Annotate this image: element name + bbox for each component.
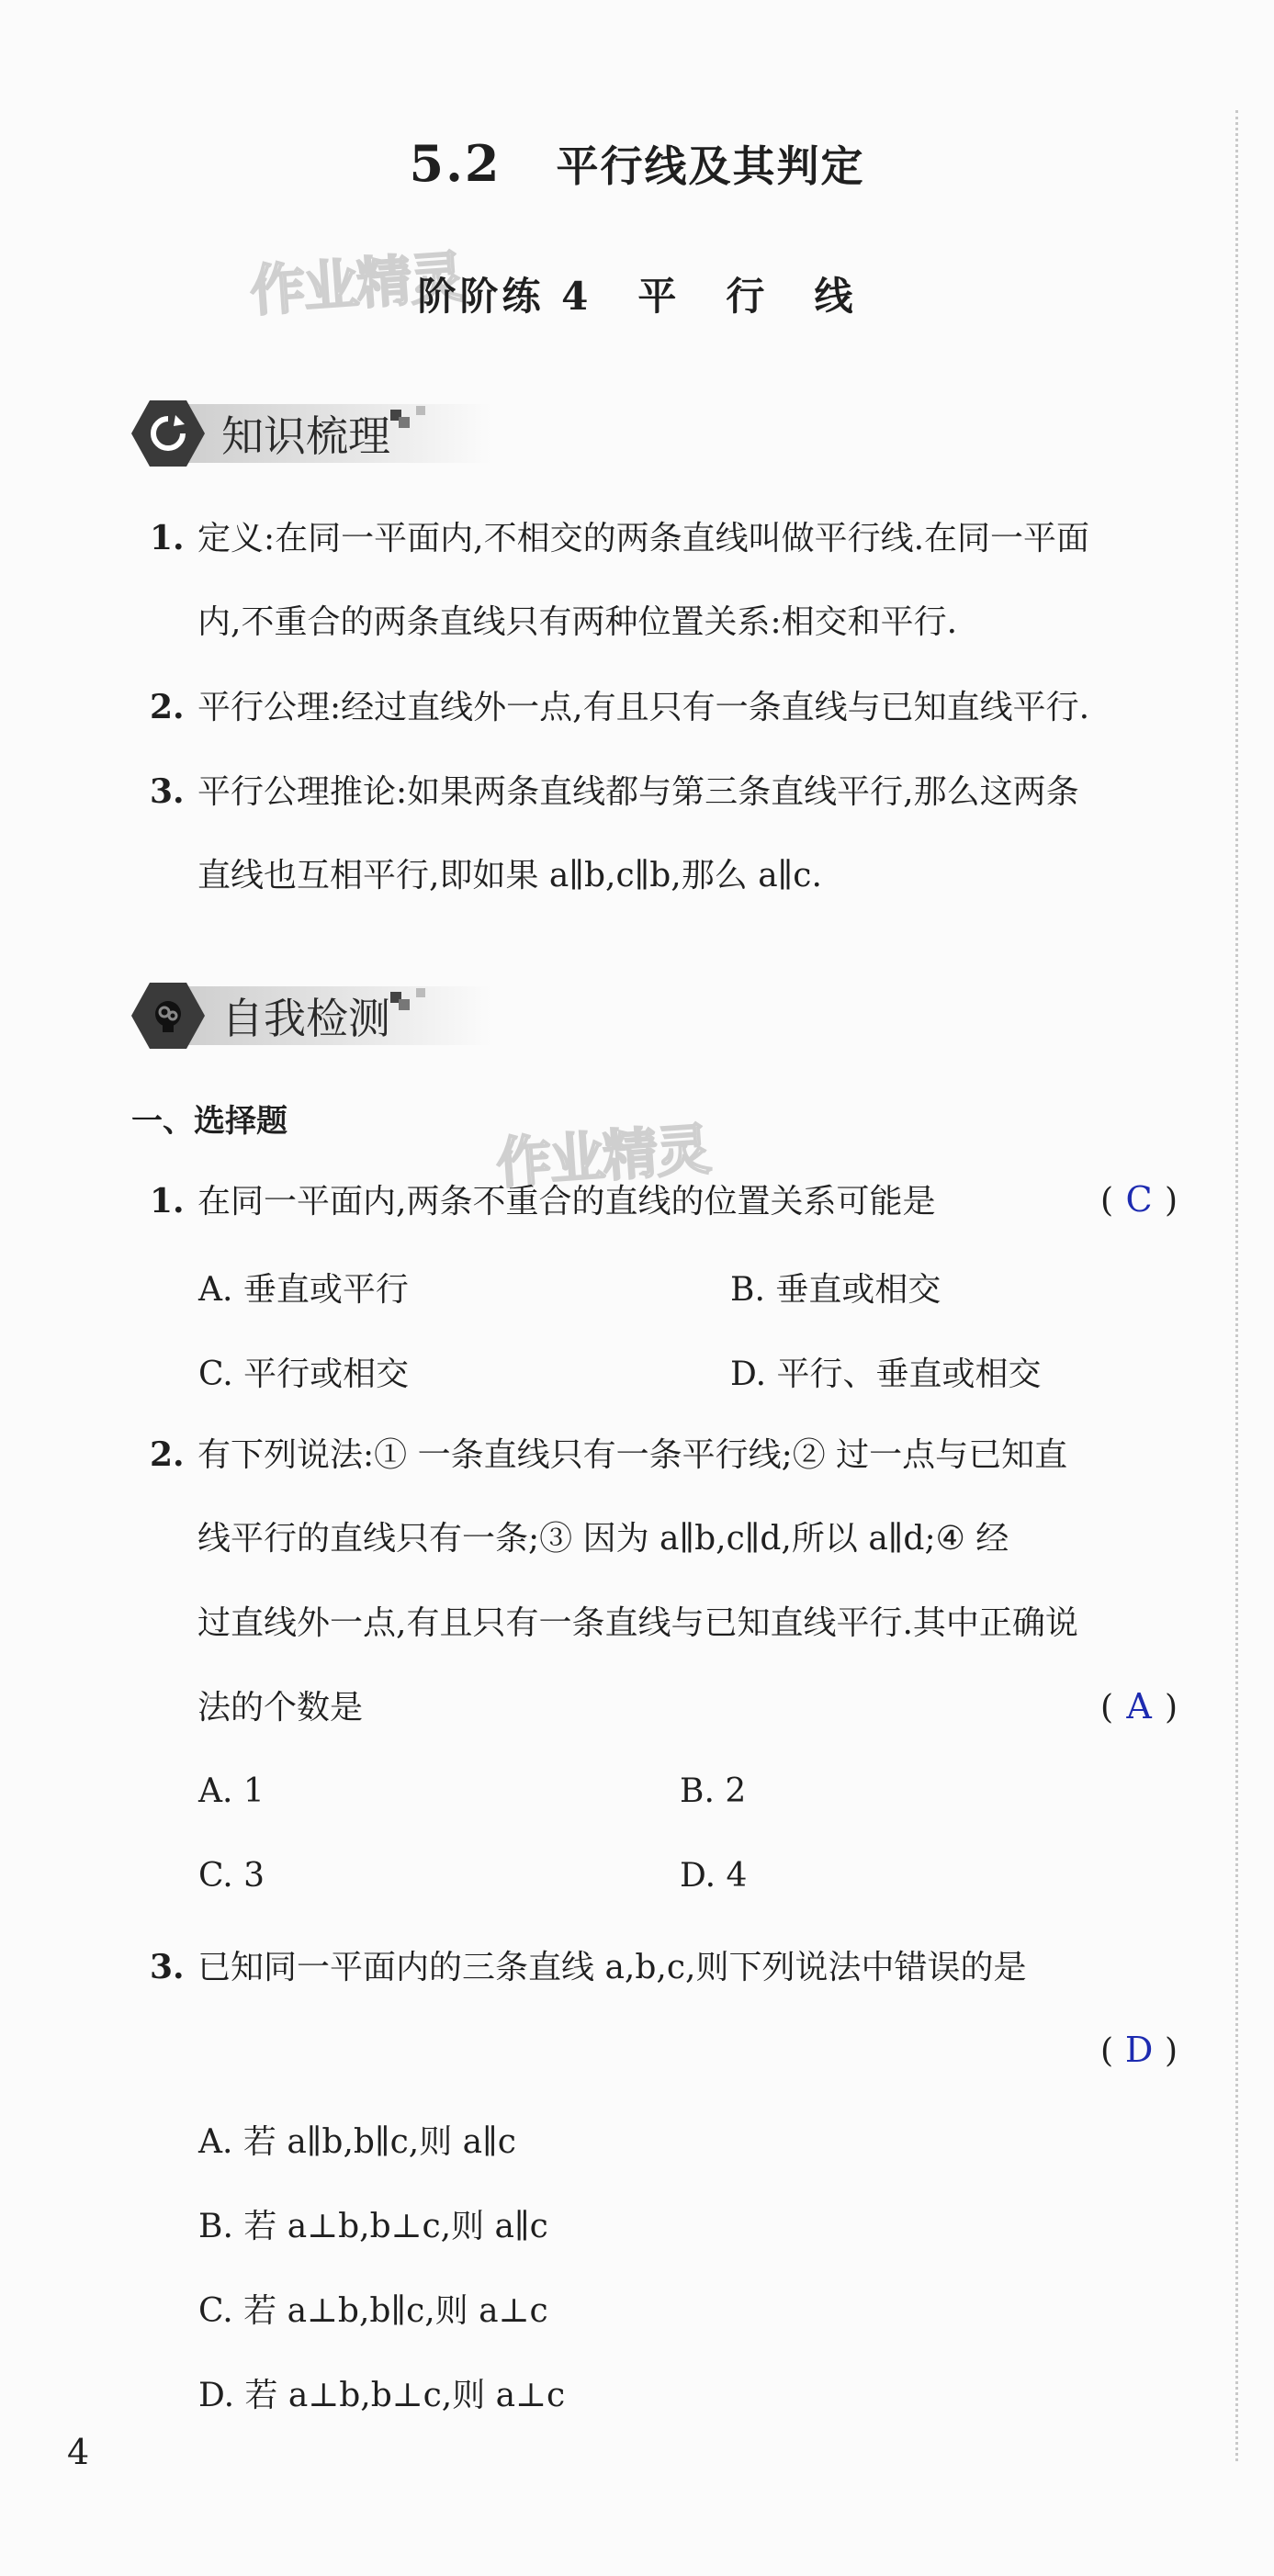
knowledge-title: 知识梳理 [188,404,491,463]
knowledge-item-3: 3. 平行公理推论:如果两条直线都与第三条直线平行,那么这两条 [150,772,1079,811]
q1-option-a: A. 垂直或平行 [198,1271,409,1309]
question-2: 2. 有下列说法:① 一条直线只有一条平行线;② 过一点与已知直 [150,1435,1068,1474]
choice-section-heading: 一、选择题 [131,1103,287,1140]
q3-option-d: D. 若 a⊥b,b⊥c,则 a⊥c [198,2377,566,2414]
q2-option-a: A. 1 [198,1772,265,1810]
q2-option-c: C. 3 [198,1857,265,1895]
answer-q1: C [1125,1179,1153,1220]
answer-slot-q3: ( D ) [1100,2030,1178,2070]
section-title-text: 平行线及其判定 [556,141,865,191]
q2-option-d: D. 4 [680,1857,748,1895]
question-1: 1. 在同一平面内,两条不重合的直线的位置关系可能是 [150,1182,936,1221]
q1-option-d: D. 平行、垂直或相交 [730,1355,1042,1393]
question-2-cont: 线平行的直线只有一条;③ 因为 a∥b,c∥d,所以 a∥d;④ 经 [197,1520,1009,1558]
decorative-squares-icon [390,984,427,1021]
q3-option-a: A. 若 a∥b,b∥c,则 a∥c [198,2123,516,2161]
lesson-title [0,266,1274,321]
section-title [0,133,1274,194]
selfcheck-title: 自我检测 [188,986,491,1045]
page-number: 4 [67,2432,90,2472]
q2-option-b: B. 2 [680,1772,747,1810]
section-number: 5.2 [409,134,502,193]
q1-option-b: B. 垂直或相交 [730,1271,941,1309]
knowledge-banner [131,400,427,467]
lesson-title-char: 行 [726,274,769,319]
answer-q2: A [1126,1686,1152,1727]
answer-slot-q2: ( A ) [1100,1686,1178,1727]
lesson-title-char: 平 [637,274,681,319]
question-2-cont: 过直线外一点,有且只有一条直线与已知直线平行.其中正确说 [197,1604,1078,1642]
question-3: 3. 已知同一平面内的三条直线 a,b,c,则下列说法中错误的是 [150,1948,1027,1986]
knowledge-item-3-cont: 直线也互相平行,即如果 a∥b,c∥b,那么 a∥c. [197,857,822,894]
lesson-title-char: 线 [814,274,857,319]
page-edge-dotted-line [1235,110,1238,2461]
q1-option-c: C. 平行或相交 [198,1355,410,1393]
q3-option-b: B. 若 a⊥b,b⊥c,则 a∥c [198,2208,548,2245]
watermark: 作业精灵 [248,244,466,324]
question-2-cont: 法的个数是 [197,1689,364,1727]
knowledge-item-1: 1. 定义:在同一平面内,不相交的两条直线叫做平行线.在同一平面 [150,519,1090,557]
knowledge-item-1-cont: 内,不重合的两条直线只有两种位置关系:相交和平行. [197,603,958,641]
answer-slot-q1: ( C ) [1100,1179,1178,1220]
watermark: 作业精灵 [494,1117,712,1197]
answer-q3: D [1124,2030,1154,2070]
selfcheck-banner [131,983,427,1049]
lesson-label: 阶阶练 4 [417,274,592,319]
decorative-squares-icon [390,402,427,439]
q3-option-c: C. 若 a⊥b,b∥c,则 a⊥c [198,2292,548,2330]
knowledge-item-2: 2. 平行公理:经过直线外一点,有且只有一条直线与已知直线平行. [150,688,1090,726]
